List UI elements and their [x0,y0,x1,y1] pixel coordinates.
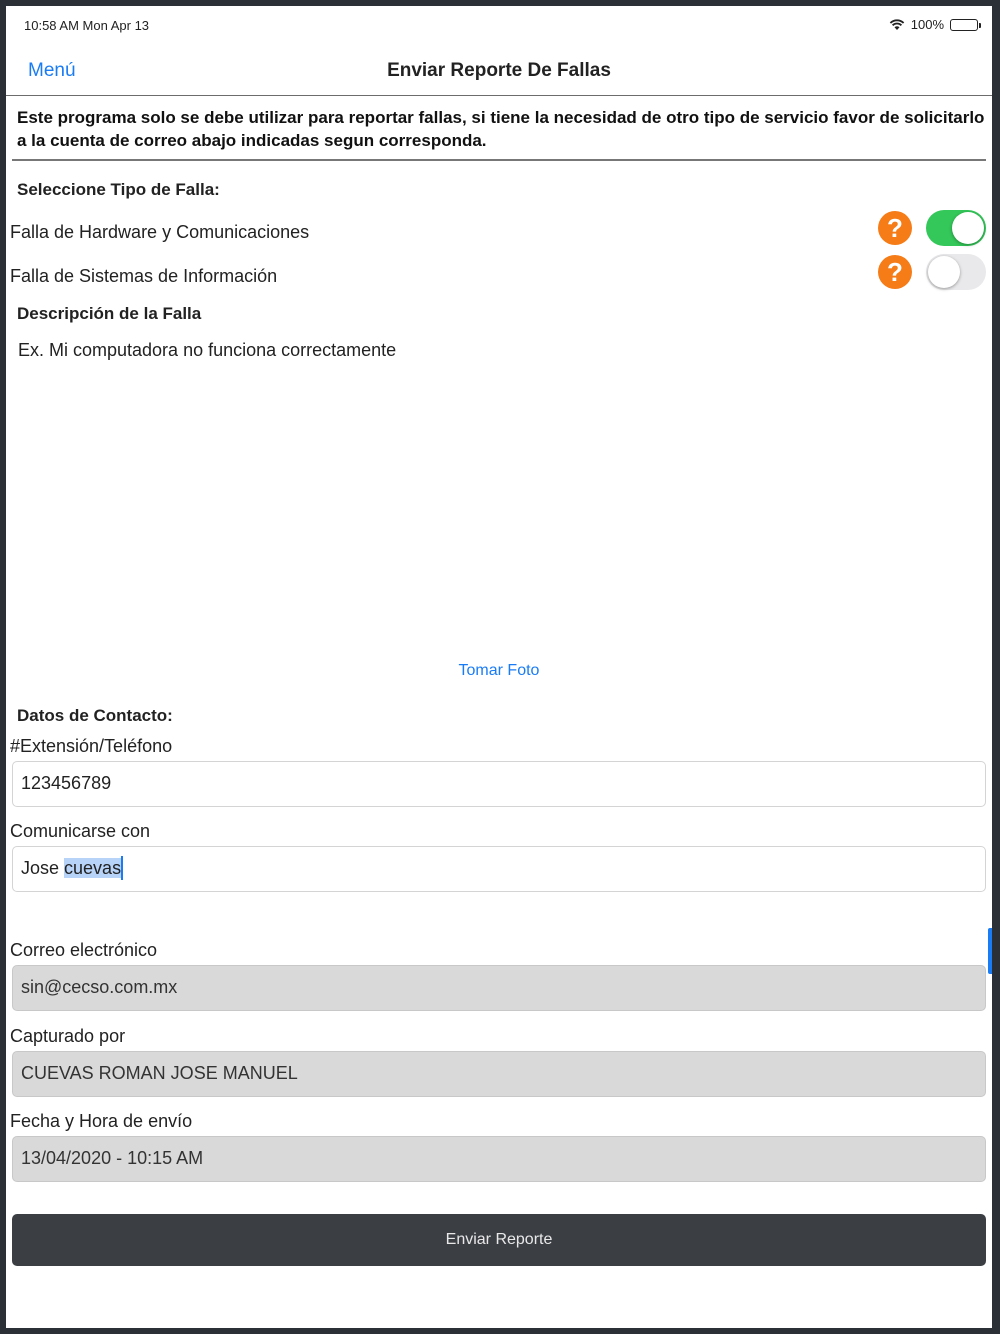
extension-input[interactable] [12,761,986,807]
selected-text: cuevas [64,858,122,878]
capturado-value: CUEVAS ROMAN JOSE MANUEL [21,1063,298,1083]
hardware-toggle[interactable] [926,210,986,246]
divider [12,159,986,161]
correo-field [12,965,986,1011]
descripcion-textarea[interactable] [12,336,986,636]
status-bar [6,12,992,36]
descripcion-label: Descripción de la Falla [17,304,202,323]
page-title: Enviar Reporte De Fallas [387,60,611,81]
text-caret [121,856,123,880]
toggle-knob [952,212,984,244]
descripcion-placeholder: Ex. Mi computadora no funciona correctamente [18,340,397,360]
toggle-knob [928,256,960,288]
capturado-label: Capturado por [10,1026,126,1046]
contacto-label: Datos de Contacto: [17,706,173,725]
navigation-bar [6,46,992,96]
status-right [889,17,978,32]
enviar-reporte-button[interactable]: Enviar Reporte [12,1214,986,1266]
extension-label: #Extensión/Teléfono [10,736,173,756]
comunicarse-label: Comunicarse con [10,821,151,841]
correo-value: sin@cecso.com.mx [21,977,178,997]
capturado-field [12,1051,986,1097]
battery-percent: 100% [910,17,944,32]
fecha-value: 13/04/2020 - 10:15 AM [21,1148,204,1168]
hardware-option-label: Falla de Hardware y Comunicaciones [10,222,310,242]
comunicarse-input[interactable] [12,846,986,892]
extension-value: 123456789 [21,773,112,793]
tomar-foto-button[interactable]: Tomar Foto [458,662,540,679]
status-time: 10:58 AM Mon Apr 13 [24,18,150,33]
sistemas-toggle[interactable] [926,254,986,290]
comunicarse-value-part: Jose [21,858,65,878]
correo-label: Correo electrónico [10,940,158,960]
sistemas-option-label: Falla de Sistemas de Información [10,266,278,286]
sistemas-help-icon[interactable]: ? [878,255,912,289]
tipo-falla-label: Seleccione Tipo de Falla: [17,180,220,199]
hardware-help-icon[interactable]: ? [878,211,912,245]
fecha-label: Fecha y Hora de envío [10,1111,193,1131]
fecha-field [12,1136,986,1182]
battery-icon [950,19,978,31]
app-screen [6,6,992,1328]
wifi-icon [889,19,905,31]
intro-text: Este programa solo se debe utilizar para reportar fallas, si tiene la necesidad de otro tipo de servicio favor de solicitarlo a la cuenta de correo abajo indicadas segun corresponda. [17,108,985,150]
edge-indicator [988,928,992,974]
menu-button[interactable]: Menú [28,60,76,81]
